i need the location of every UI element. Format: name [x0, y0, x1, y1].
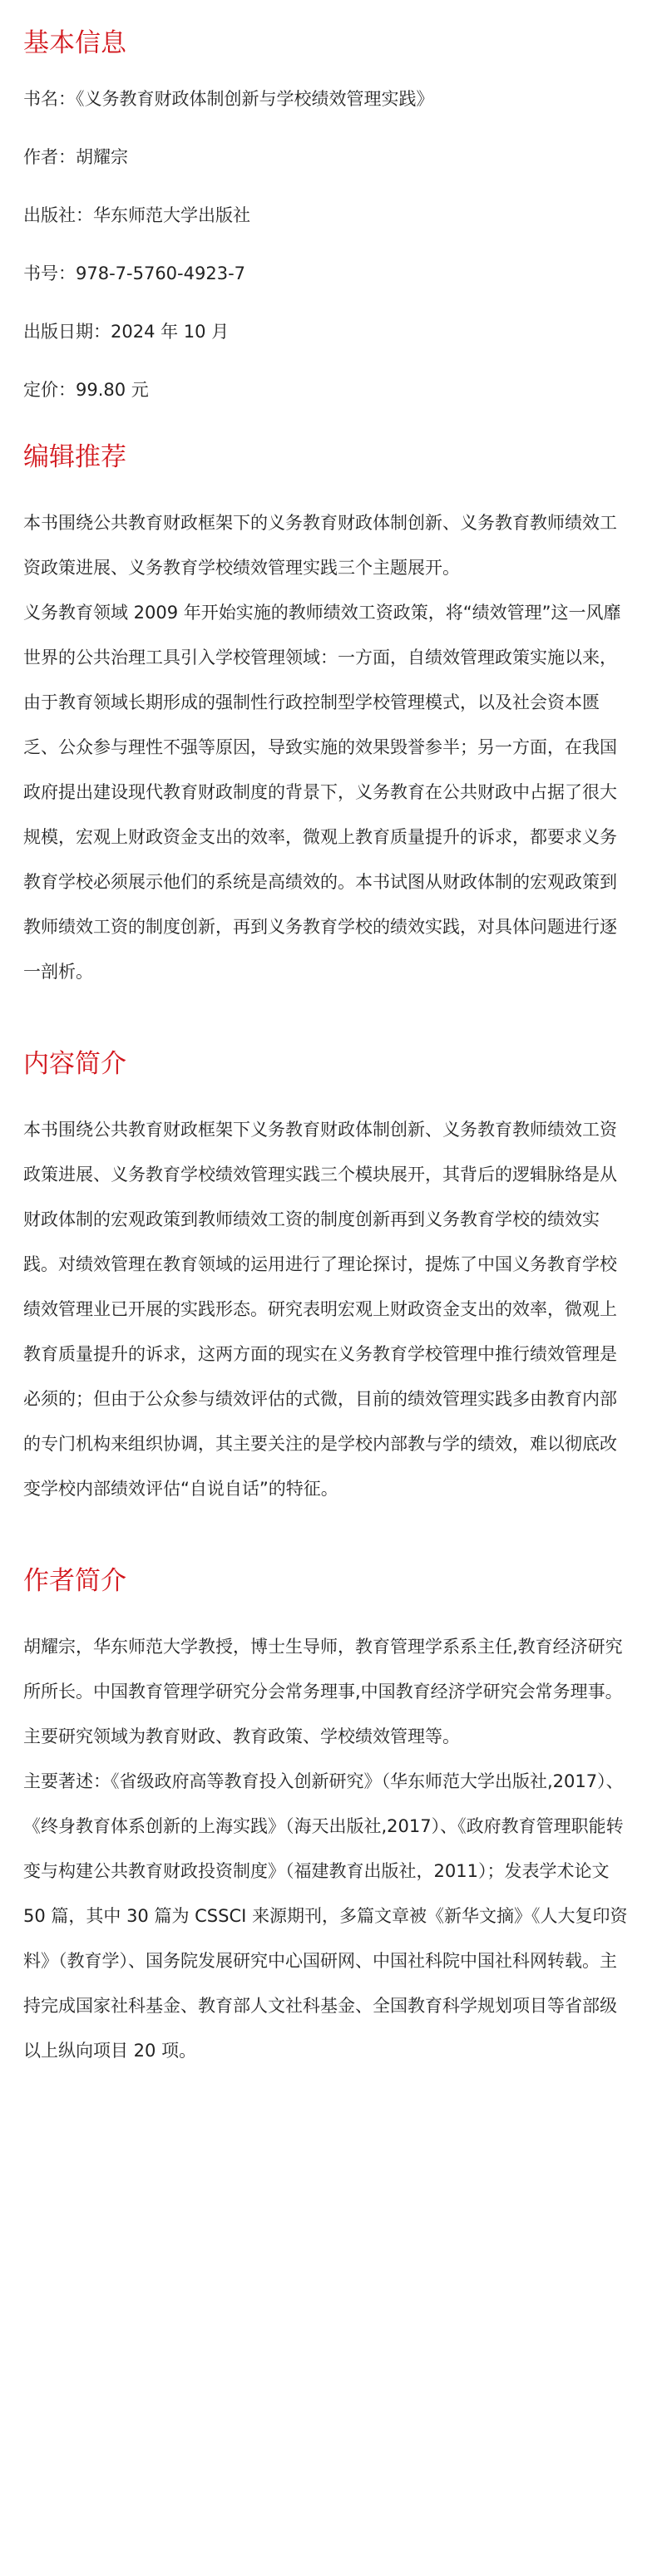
author-line: 作者：胡耀宗: [23, 147, 128, 167]
content-summary-paragraph: 本书围绕公共教育财政框架下义务教育财政体制创新、义务教育教师绩效工资政策进展、义务教育学校绩效管理实践三个模块展开，其背后的逻辑脉络是从财政体制的宏观政策到教师绩效工资的制度创新再到义务教育学校的绩效实践。对绩效管理在教育领域的运用进行了理论探讨，提炼了中国义务教育学校绩效管理业已开展的实践形态。研究表明宏观上财政资金支出的效率，微观上教育质量提升的诉求，这两方面的现实在义务教育学校管理中推行绩效管理是必须的；但由于公众参与绩效评估的式微，目前的绩效管理实践多由教育内部的专门机构来组织协调，其主要关注的是学校内部教与学的绩效，难以彻底改变学校内部绩效评估“自说自话”的特征。: [23, 1120, 617, 1499]
content-summary-section: [23, 1046, 634, 1511]
publish-date-line: 出版日期：2024 年 10 月: [23, 322, 230, 342]
basic-info-heading: 基本信息: [23, 28, 126, 58]
basic-info-section: [23, 25, 634, 402]
publisher-line: 出版社：华东师范大学出版社: [23, 205, 250, 225]
section-spacer: [23, 994, 634, 1046]
editor-recommendation-section: [23, 439, 634, 994]
content-summary-heading: 内容简介: [23, 1049, 126, 1079]
section-spacer: [23, 402, 634, 439]
editor-recommendation-paragraph: 义务教育领域 2009 年开始实施的教师绩效工资政策，将“绩效管理”这一风靡世界的公共治理工具引入学校管理领域：一方面，自绩效管理政策实施以来，由于教育领域长期形成的强制性行政控制型学校管理模式，以及社会资本匮乏、公众参与理性不强等原因，导致实施的效果毁誉参半；另一方面，在我国政府提出建设现代教育财政制度的背景下，义务教育在公共财政中占据了很大规模，宏观上财政资金支出的效率，微观上教育质量提升的诉求，都要求义务教育学校必须展示他们的系统是高绩效的。本书试图从财政体制的宏观政策到教师绩效工资的制度创新，再到义务教育学校的绩效实践，对具体问题进行逐一剖析。: [23, 603, 621, 982]
book-title-line: 书名：《义务教育财政体制创新与学校绩效管理实践》: [23, 89, 434, 109]
editor-recommendation-heading: 编辑推荐: [23, 442, 126, 472]
author-intro-heading: 作者简介: [23, 1566, 126, 1596]
section-spacer: [23, 1511, 634, 1563]
author-intro-paragraph: 胡耀宗，华东师范大学教授，博士生导师，教育管理学系系主任,教育经济研究所所长。中国教育管理学研究分会常务理事,中国教育经济学研究会常务理事。主要研究领域为教育财政、教育政策、学校绩效管理等。: [23, 1637, 623, 1746]
isbn-line: 书号：978-7-5760-4923-7: [23, 264, 246, 283]
price-line: 定价：99.80 元: [23, 380, 149, 400]
editor-recommendation-paragraph: 本书围绕公共教育财政框架下的义务教育财政体制创新、义务教育教师绩效工资政策进展、义务教育学校绩效管理实践三个主题展开。: [23, 513, 617, 578]
author-intro-paragraph: 主要著述：《省级政府高等教育投入创新研究》（华东师范大学出版社,2017）、《终身教育体系创新的上海实践》（海天出版社,2017）、《政府教育管理职能转变与构建公共教育财政投资制度》（福建教育出版社，2011）；发表学术论文 50 篇，其中 30 篇为 CSSCI 来源期刊，多篇文章被《新华文摘》《人大复印资料》（教育学）、国务院发展研究中心国研网、中国社科院中国社科网转载。主持完成国家社科基金、教育部人文社科基金、全国教育科学规划项目等省部级以上纵向项目 20 项。: [23, 1771, 628, 2061]
author-intro-section: [23, 1563, 634, 2073]
